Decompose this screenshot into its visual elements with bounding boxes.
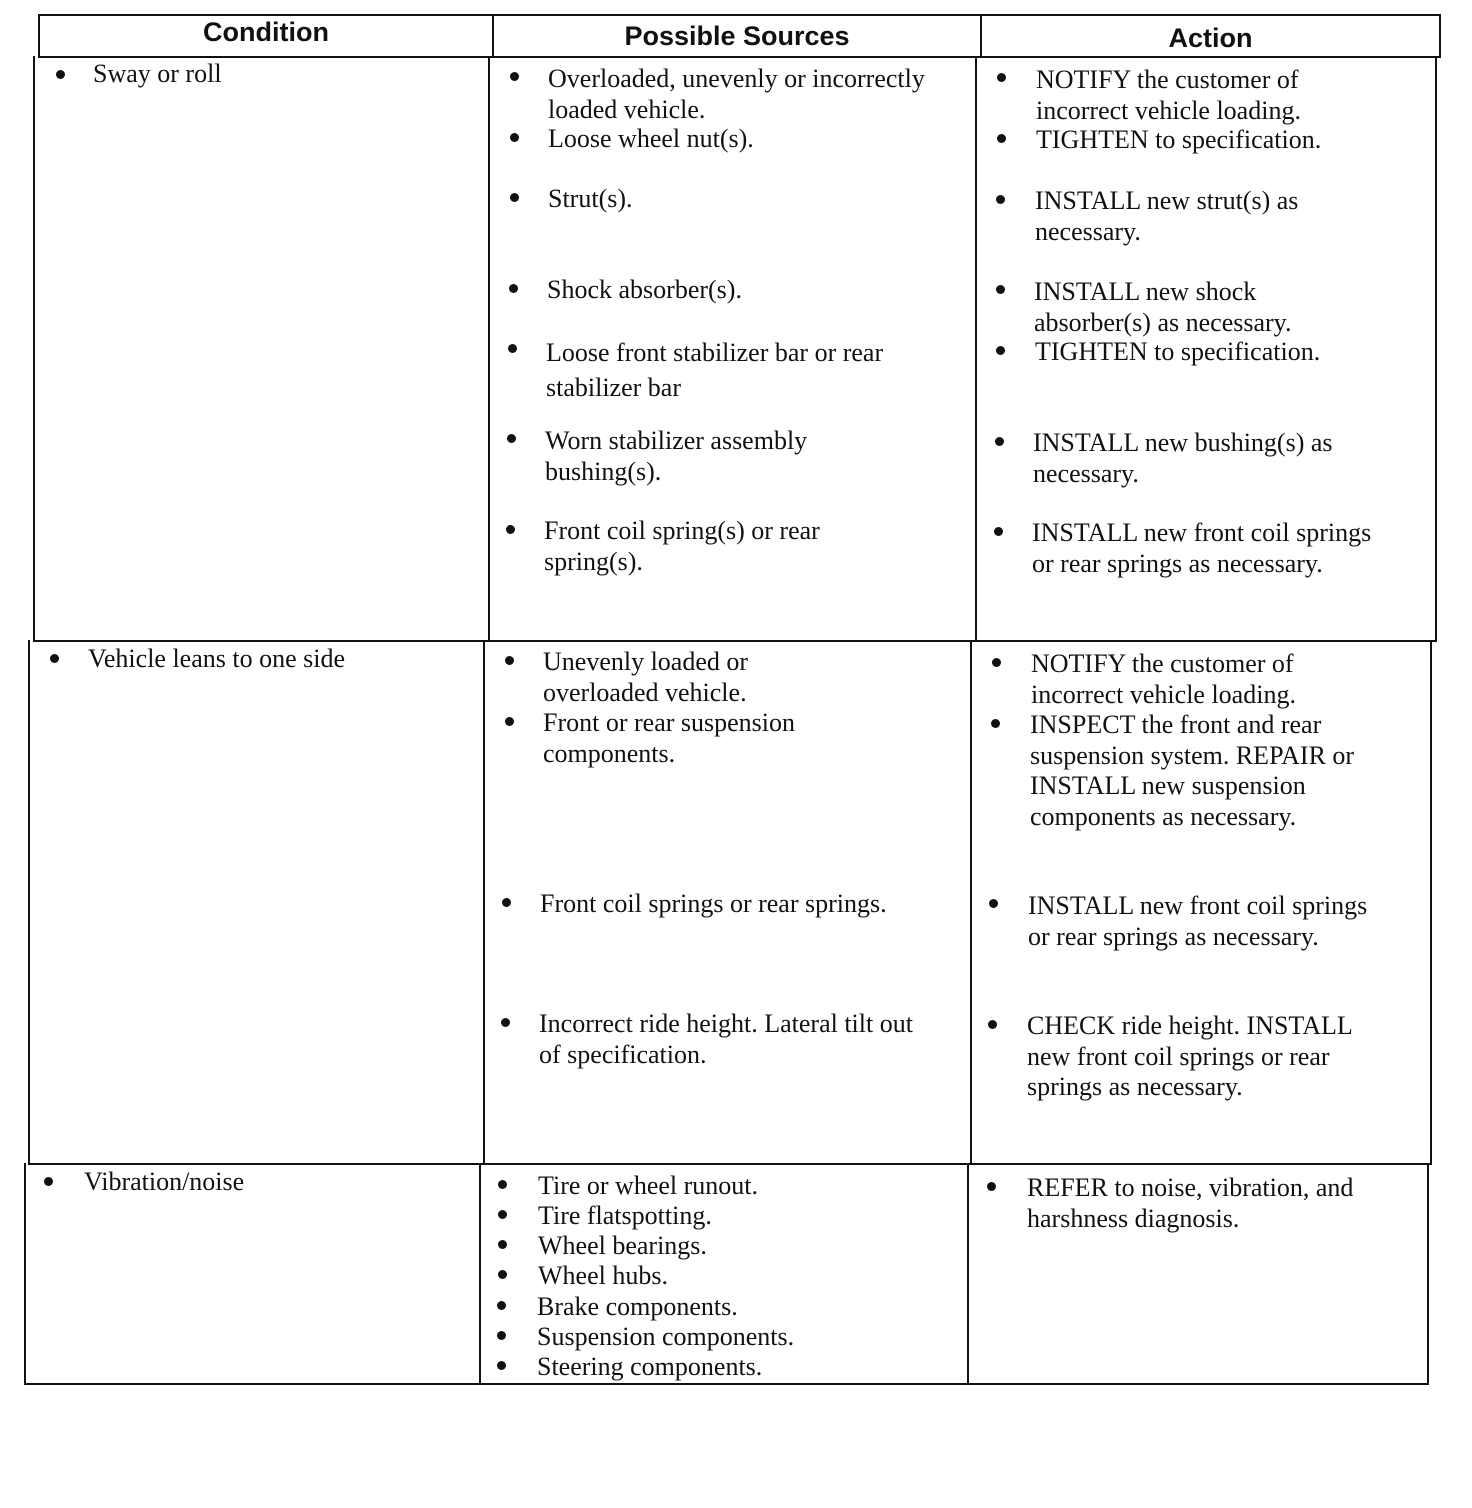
bullet [506,525,515,534]
source-text: Front or rear suspension components. [543,708,796,768]
action-text: CHECK ride height. INSTALL new front coil springs or rear springs as necessary. [1027,1011,1352,1101]
action-text: TIGHTEN to specification. [1035,337,1321,366]
bullet [992,658,1001,667]
bullet [996,285,1005,294]
bullet [987,1182,996,1191]
bullet [510,133,519,142]
bullet [497,1361,506,1370]
action-text: INSPECT the front and rear suspension system. REPAIR or INSTALL new suspension components as necessary. [1030,710,1355,831]
condition-text: Sway or roll [93,59,222,88]
bullet [498,1270,507,1279]
source-text: Worn stabilizer assembly bushing(s). [545,426,808,486]
table-border-right [1430,640,1432,1165]
bullet [510,193,519,202]
bullet [508,344,517,353]
bullet [988,1020,997,1029]
table-border-right [1435,56,1437,642]
bullet [497,1331,506,1340]
source-text: Front coil spring(s) or rear spring(s). [544,516,820,576]
bullet [56,70,65,79]
row-divider [28,1163,1431,1165]
bullet [995,437,1004,446]
source-text: Steering components. [537,1352,763,1381]
action-text: INSTALL new front coil springs or rear springs as necessary. [1028,891,1368,951]
bullet [996,195,1005,204]
table-border-right [1439,14,1441,58]
bullet [991,719,1000,728]
bullet [498,1240,507,1249]
action-text: TIGHTEN to specification. [1036,125,1322,154]
bullet [498,1180,507,1189]
bullet [996,346,1005,355]
table-border-left [24,1163,26,1385]
table-border-top [38,14,1441,16]
bullet [505,717,514,726]
source-text: Incorrect ride height. Lateral tilt out of specification. [539,1009,913,1069]
header-action: Action [1168,23,1253,53]
source-text: Tire flatspotting. [538,1201,712,1230]
table-border-left [28,640,30,1165]
source-text: Shock absorber(s). [547,275,742,304]
source-text: Wheel bearings. [538,1231,707,1260]
table-border-bottom [24,1383,1429,1385]
action-text: NOTIFY the customer of incorrect vehicle loading. [1031,649,1296,709]
bullet [997,134,1006,143]
bullet [50,654,59,663]
bullet [509,284,518,293]
bullet [989,899,998,908]
source-text: Brake components. [537,1292,738,1321]
table-border-left [33,56,35,642]
action-text: INSTALL new front coil springs or rear springs as necessary. [1032,518,1372,578]
source-text: Unevenly loaded or overloaded vehicle. [543,647,749,707]
source-text: Loose wheel nut(s). [548,124,754,153]
action-text: REFER to noise, vibration, and harshness diagnosis. [1027,1173,1354,1233]
source-text: Wheel hubs. [538,1261,668,1290]
source-text: Tire or wheel runout. [538,1171,759,1200]
source-text: Suspension components. [537,1322,795,1351]
column-divider [975,56,977,642]
action-text: NOTIFY the customer of incorrect vehicle loading. [1036,65,1301,125]
header-possible-sources: Possible Sources [624,21,850,51]
bullet [505,656,514,665]
bullet [994,527,1003,536]
header-divider [38,56,1441,58]
column-divider [488,56,490,642]
bullet [507,434,516,443]
column-divider [967,1163,969,1385]
column-divider [970,640,972,1165]
action-text: INSTALL new bushing(s) as necessary. [1033,428,1333,488]
bullet [510,72,519,81]
bullet [501,1018,510,1027]
source-text: Strut(s). [548,184,633,213]
source-text: Loose front stabilizer bar or rear stabilizer bar [546,338,884,402]
action-text: INSTALL new shock absorber(s) as necessary. [1034,277,1292,337]
source-text: Overloaded, unevenly or incorrectly loaded vehicle. [548,64,925,124]
action-text: INSTALL new strut(s) as necessary. [1035,186,1299,246]
column-divider [483,640,485,1165]
bullet [997,73,1006,82]
table-border-right [1427,1163,1429,1385]
column-divider [479,1163,481,1385]
source-text: Front coil springs or rear springs. [540,889,887,918]
bullet [44,1177,53,1186]
row-divider [33,640,1437,642]
condition-text: Vehicle leans to one side [88,644,346,673]
condition-text: Vibration/noise [84,1167,245,1196]
header-condition: Condition [203,17,329,47]
bullet [502,898,511,907]
bullet [497,1301,506,1310]
bullet [498,1210,507,1219]
